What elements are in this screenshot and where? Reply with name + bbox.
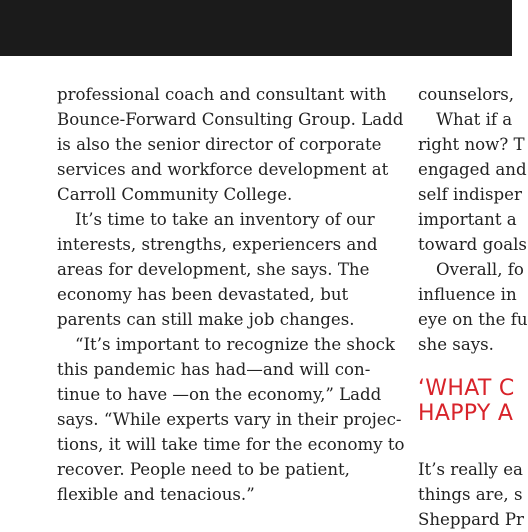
body-line: professional coach and consultant with <box>57 85 387 104</box>
paragraph-start-line: What if a <box>436 110 513 129</box>
body-line: tions, it will take time for the economy to <box>57 435 405 454</box>
body-line: parents can still make job changes. <box>57 310 355 329</box>
body-line: is also the senior director of corporate <box>57 135 382 154</box>
body-line: engaged and <box>418 160 527 179</box>
body-line: important a <box>418 210 517 229</box>
paragraph-start-line: Overall, fo <box>436 260 524 279</box>
body-line: this pandemic has had—and will con- <box>57 360 371 379</box>
body-line: services and workforce development at <box>57 160 389 179</box>
body-line: economy has been devastated, but <box>57 285 349 304</box>
body-line: areas for development, she says. The <box>57 260 370 279</box>
body-line: recover. People need to be patient, <box>57 460 350 479</box>
body-line: she says. <box>418 335 494 354</box>
right-text-column <box>418 82 528 357</box>
body-line: flexible and tenacious.” <box>57 485 255 504</box>
body-line: toward goals <box>418 235 527 254</box>
body-line: Carroll Community College. <box>57 185 293 204</box>
header-band <box>0 0 512 56</box>
body-line: eye on the fu <box>418 310 528 329</box>
body-line: says. “While experts vary in their projec- <box>57 410 402 429</box>
body-line: counselors, <box>418 85 515 104</box>
body-line: right now? T <box>418 135 525 154</box>
body-line: influence in <box>418 285 517 304</box>
paragraph-start-line: “It’s important to recognize the shock <box>75 335 395 354</box>
body-line: things are, s <box>418 485 523 504</box>
body-line: interests, strengths, experiencers and <box>57 235 378 254</box>
body-line: Bounce-Forward Consulting Group. Ladd <box>57 110 404 129</box>
section-heading <box>418 376 515 426</box>
paragraph-start-line: It’s time to take an inventory of our <box>75 210 375 229</box>
body-line: tinue to have —on the economy,” Ladd <box>57 385 382 404</box>
left-text-column <box>57 82 405 507</box>
body-line: It’s really ea <box>418 460 523 479</box>
heading-line: HAPPY A <box>418 401 514 426</box>
body-line: self indisper <box>418 185 522 204</box>
body-line: Sheppard Pr <box>418 510 524 529</box>
right-lower-text <box>418 457 524 532</box>
heading-line: ‘WHAT C <box>418 376 515 401</box>
